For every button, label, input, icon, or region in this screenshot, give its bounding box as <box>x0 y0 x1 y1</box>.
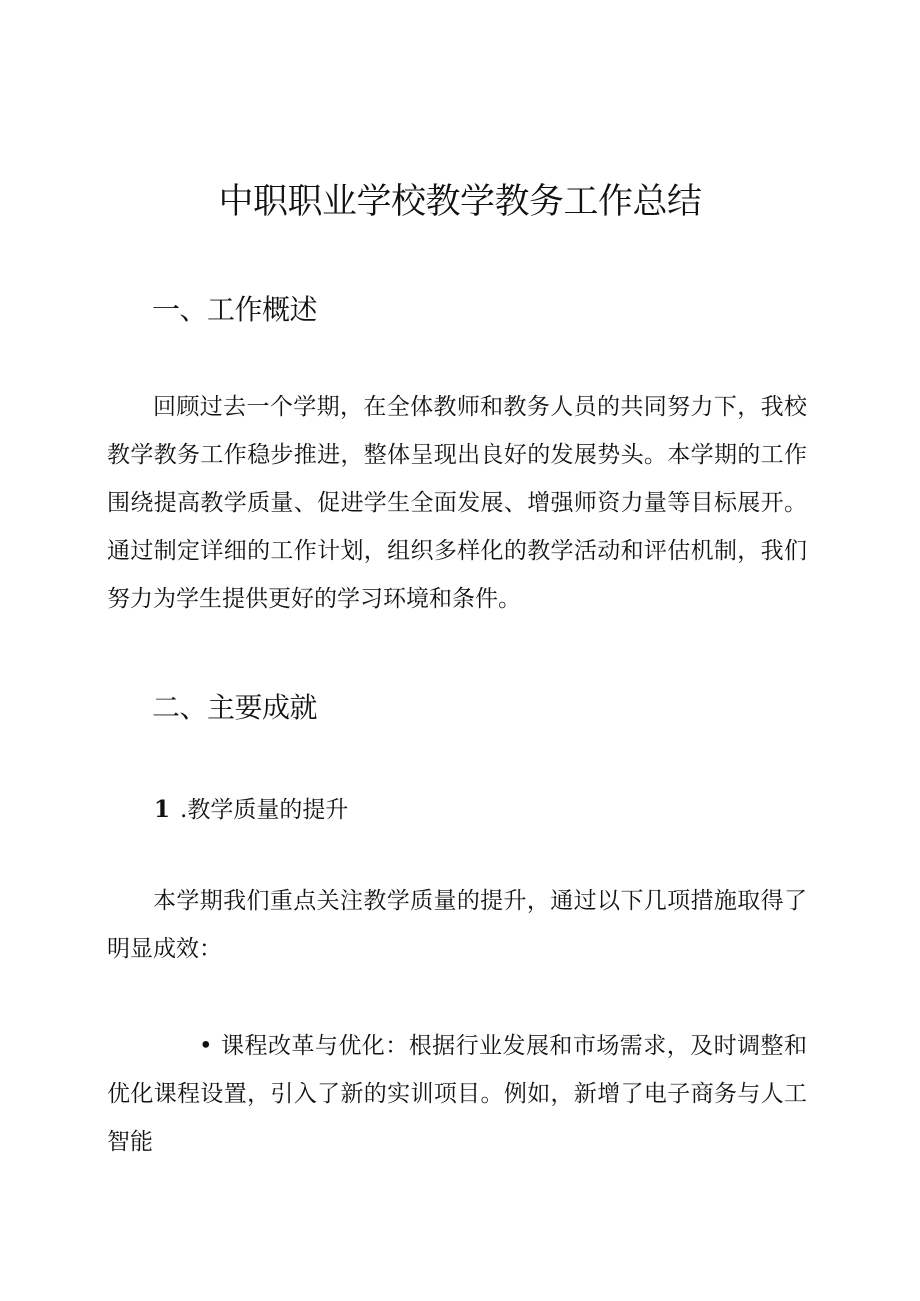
overview-paragraph: 回顾过去一个学期，在全体教师和教务人员的共同努力下，我校教学教务工作稳步推进，整体呈现出良好的发展势头。本学期的工作围绕提高教学质量、促进学生全面发展、增强师资力量等目标展开。通过制定详细的工作计划，组织多样化的教学活动和评估机制，我们努力为学生提供更好的学习环境和条件。 <box>107 394 807 612</box>
subsection-title: .教学质量的提升 <box>180 797 349 823</box>
bullet-icon: • <box>199 1033 213 1059</box>
document-title: 中职职业学校教学教务工作总结 <box>218 182 702 222</box>
subsection-number: 1 <box>154 796 171 823</box>
teaching-quality-paragraph: 本学期我们重点关注教学质量的提升，通过以下几项措施取得了明显成效： <box>107 888 807 962</box>
section-heading-overview: 一、工作概述 <box>152 293 318 326</box>
section-heading-achievements: 二、主要成就 <box>152 691 318 724</box>
bullet-item-curriculum-reform <box>107 1022 807 1166</box>
bullet-text: 课程改革与优化：根据行业发展和市场需求，及时调整和优化课程设置，引入了新的实训项目。例如，新增了电子商务与人工智能 <box>107 1033 807 1155</box>
subsection-heading-teaching-quality <box>154 790 348 830</box>
